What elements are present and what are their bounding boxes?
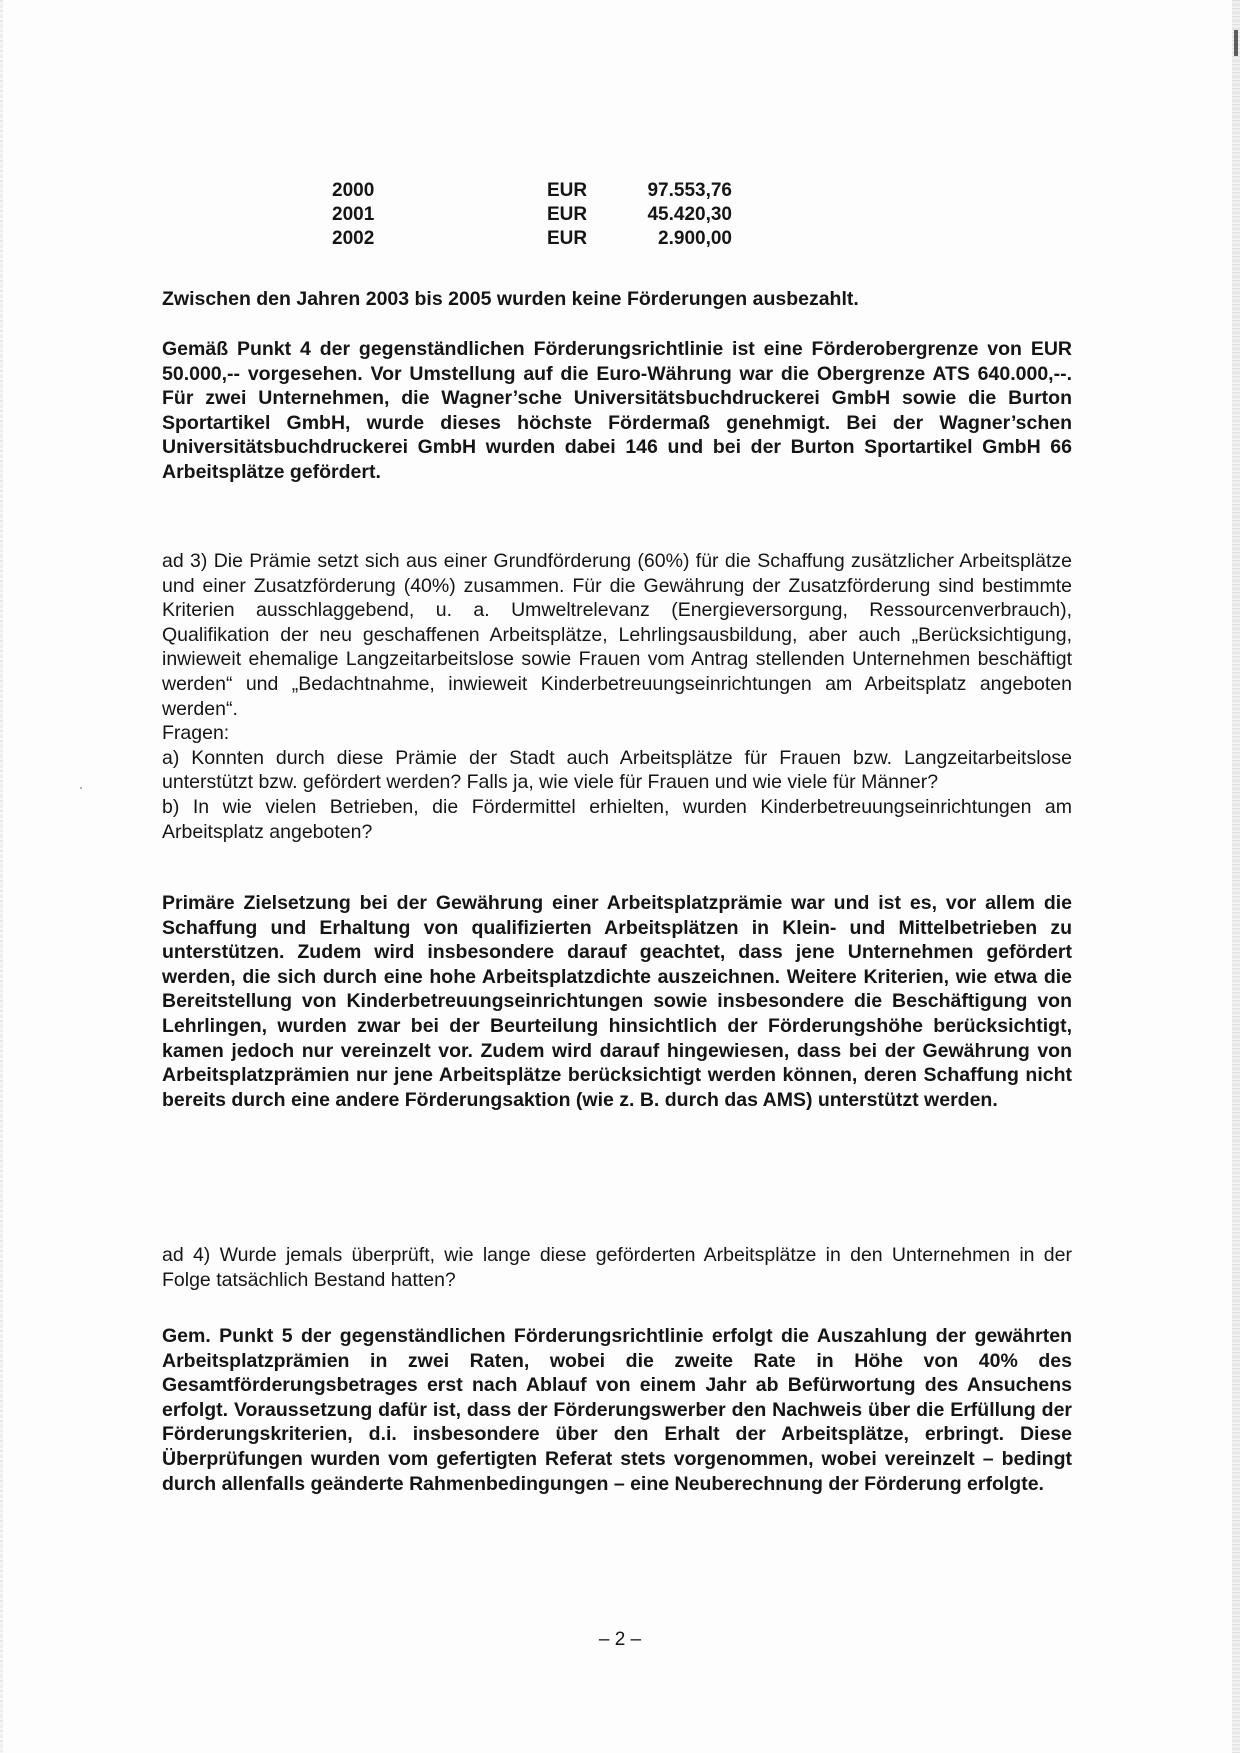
paragraph-no-payments: Zwischen den Jahren 2003 bis 2005 wurden keine Förderungen ausbezahlt. — [162, 288, 859, 310]
amount-value: 97.553,76 — [647, 180, 732, 201]
amount-currency: EUR — [547, 204, 588, 225]
paragraph-ad3-intro: ad 3) Die Prämie setzt sich aus einer Grundförderung (60%) für die Schaffung zusätzlicher Arbeitsplätze und einer Zusatzförderung (40%) zusammen. Für die Gewährung der Zusatzförderung sind bestimmte Kriterien ausschlaggebend, u. a. Umweltrelevanz (Energieversorgung, Ressourcenverbrauch), Qualifikation der neu geschaffenen Arbeitsplätze, Lehrlingsausbildung, aber auch „Berücksichtigung, inwieweit ehemalige Langzeitarbeitslose sowie Frauen vom Antrag stellenden Unternehmen beschäftigt werden“ und „Bedachtnahme, inwieweit Kinderbetreuungseinrichtungen am Arbeitsplatz angeboten werden“. — [162, 550, 1072, 720]
paragraph-ad4-answer: Gem. Punkt 5 der gegenständlichen Förderungsrichtlinie erfolgt die Auszahlung der gewährten Arbeitsplatzprämien in zwei Raten, wobei die zweite Rate in Höhe von 40% des Gesamtförderungsbetrages erst nach Ablauf von einem Jahr ab Befürwortung des Ansuchens erfolgt. Voraussetzung dafür ist, dass der Förderungswerber den Nachweis über die Erfüllung der Förderungskriterien, d.i. insbesondere über den Erhalt der Arbeitsplätze, erbringt. Diese Überprüfungen wurden vom gefertigten Referat stets vorgenommen, wobei vereinzelt – bedingt durch allenfalls geänderte Rahmenbedingungen – eine Neuberechnung der Förderung erfolgte. — [162, 1325, 1072, 1495]
amount-value: 45.420,30 — [647, 204, 732, 225]
questions-label: Fragen: — [162, 722, 230, 745]
amount-row — [332, 227, 732, 251]
amount-year: 2001 — [332, 204, 375, 225]
amount-currency: EUR — [547, 180, 588, 201]
amounts-table — [332, 179, 732, 251]
paragraph-ad3-answer: Primäre Zielsetzung bei der Gewährung einer Arbeitsplatzprämie war und ist es, vor allem die Schaffung und Erhaltung von qualifizierten Arbeitsplätzen in Klein- und Mittelbetrieben zu unterstützen. Zudem wird insbesondere darauf geachtet, dass jene Unternehmen gefördert werden, die sich durch eine hohe Arbeitsplatzdichte auszeichnen. Weitere Kriterien, wie etwa die Bereitstellung von Kinderbetreuungseinrichtungen sowie insbesondere die Beschäftigung von Lehrlingen, wurden zwar bei der Beurteilung hinsichtlich der Förderungshöhe berücksichtigt, kamen jedoch nur vereinzelt vor. Zudem wird darauf hingewiesen, dass bei der Gewährung von Arbeitsplatzprämien nur jene Arbeitsplätze berücksichtigt werden können, deren Schaffung nicht bereits durch eine andere Förderungsaktion (wie z. B. durch das AMS) unterstützt werden. — [162, 892, 1072, 1111]
amount-year: 2000 — [332, 180, 375, 201]
amount-year: 2002 — [332, 228, 375, 249]
question-b: b) In wie vielen Betrieben, die Fördermittel erhielten, wurden Kinderbetreuungseinrichtungen am Arbeitsplatz angeboten? — [162, 795, 1072, 843]
page-number: – 2 – — [598, 1629, 642, 1650]
scan-speck — [80, 787, 82, 789]
paragraph-ad4-question: ad 4) Wurde jemals überprüft, wie lange diese geförderten Arbeitsplätze in den Unternehmen in der Folge tatsächlich Bestand hatten? — [162, 1244, 1072, 1291]
paragraph-upper-limit: Gemäß Punkt 4 der gegenständlichen Förderungsrichtlinie ist eine Förderobergrenze von EUR 50.000,-- vorgesehen. Vor Umstellung auf die Euro-Währung war die Obergrenze ATS 640.000,--. Für zwei Unternehmen, die Wagner’sche Universitätsbuchdruckerei GmbH sowie die Burton Sportartikel GmbH, wurde dieses höchste Fördermaß genehmigt. Bei der Wagner’schen Universitätsbuchdruckerei GmbH wurden dabei 146 und bei der Burton Sportartikel GmbH 66 Arbeitsplätze gefördert. — [162, 338, 1072, 483]
scan-edge-right — [1232, 0, 1240, 1753]
scan-edge-left — [0, 0, 3, 1753]
amount-value: 2.900,00 — [658, 228, 732, 249]
amount-row — [332, 203, 732, 227]
scan-mark — [1234, 30, 1238, 56]
question-a: a) Konnten durch diese Prämie der Stadt auch Arbeitsplätze für Frauen bzw. Langzeitarbeitslose unterstützt bzw. gefördert werden? Falls ja, wie viele für Frauen und wie viele für Männer? — [162, 746, 1072, 794]
amount-row — [332, 179, 732, 203]
amount-currency: EUR — [547, 228, 588, 249]
